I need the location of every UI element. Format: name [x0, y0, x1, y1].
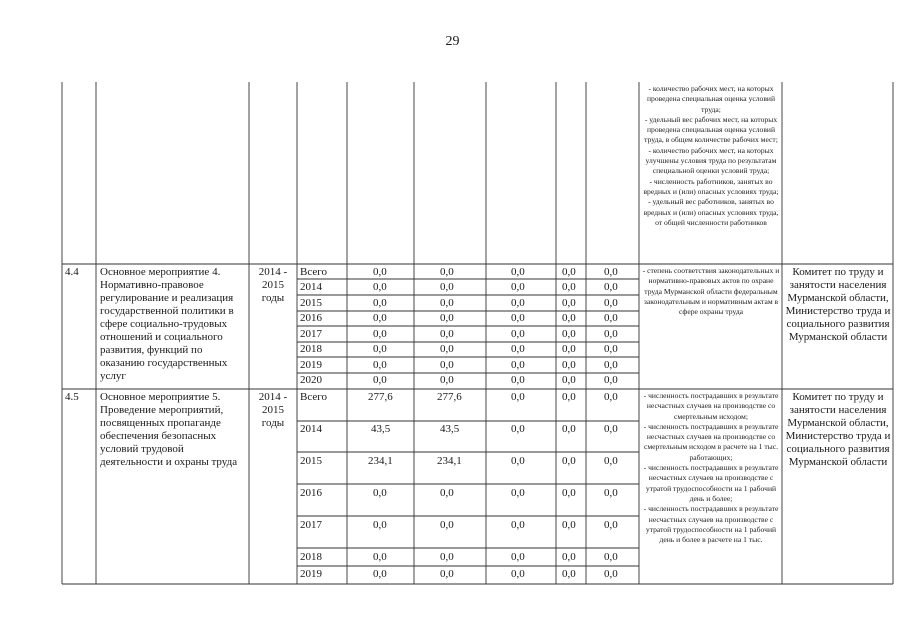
indicator-item: - численность пострадавших в результате несчастных случаев на производстве с утратой трудоспособности на 1 рабочий день и более в расчете на 1 тыс.	[643, 504, 779, 545]
value-cell: 0,0	[373, 312, 387, 324]
value-cell: 0,0	[604, 551, 618, 563]
value-cell: 0,0	[604, 312, 618, 324]
value-cell: 0,0	[604, 359, 618, 371]
value-cell: 0,0	[604, 328, 618, 340]
value-cell: 0,0	[440, 359, 454, 371]
value-cell: 0,0	[604, 266, 618, 278]
value-cell: 0,0	[604, 391, 618, 403]
value-cell: 0,0	[562, 328, 576, 340]
value-cell: 43,5	[371, 423, 391, 435]
value-cell: 0,0	[440, 519, 454, 531]
value-cell: 0,0	[440, 551, 454, 563]
year-label: 2014	[300, 281, 322, 293]
value-cell: 0,0	[604, 297, 618, 309]
indicator-item: - численность пострадавших в результате несчастных случаев на производстве со смертельным исходом;	[643, 391, 779, 421]
year-label: 2017	[300, 328, 322, 340]
indicators-text: - степень соответствия законодательных и нормативно-правовых актов по охране труда Мурманской области федеральным законодательным и нормативным актам в сфере охраны труда	[642, 266, 780, 317]
value-cell: 0,0	[373, 343, 387, 355]
year-label: 2015	[300, 297, 322, 309]
year-label: 2016	[300, 312, 322, 324]
value-cell: 0,0	[440, 568, 454, 580]
value-cell: 0,0	[373, 519, 387, 531]
year-label: 2020	[300, 374, 322, 386]
year-label: Всего	[300, 391, 327, 403]
value-cell: 0,0	[373, 374, 387, 386]
value-cell: 0,0	[440, 374, 454, 386]
value-cell: 0,0	[511, 281, 525, 293]
value-cell: 0,0	[562, 343, 576, 355]
value-cell: 0,0	[373, 281, 387, 293]
year-label: 2019	[300, 568, 322, 580]
year-label: 2017	[300, 519, 322, 531]
period: 2014 - 2015 годы	[258, 266, 288, 304]
indicators-list	[641, 391, 781, 545]
value-cell: 0,0	[604, 568, 618, 580]
year-label: 2018	[300, 343, 322, 355]
page-number: 29	[445, 34, 460, 49]
value-cell: 0,0	[562, 281, 576, 293]
value-cell: 0,0	[373, 328, 387, 340]
value-cell: 0,0	[511, 391, 525, 403]
value-cell: 0,0	[562, 455, 576, 467]
value-cell: 0,0	[373, 297, 387, 309]
value-cell: 0,0	[604, 423, 618, 435]
year-label: 2016	[300, 487, 322, 499]
value-cell: 0,0	[562, 266, 576, 278]
row-number: 4.5	[65, 391, 79, 403]
indicator-item: - удельный вес работников, занятых во вредных и (или) опасных условиях труда, от общей численности работников	[643, 197, 779, 227]
value-cell: 0,0	[373, 359, 387, 371]
value-cell: 0,0	[562, 551, 576, 563]
value-cell: 0,0	[604, 281, 618, 293]
value-cell: 277,6	[437, 391, 462, 403]
value-cell: 0,0	[604, 487, 618, 499]
value-cell: 0,0	[562, 487, 576, 499]
indicator-item: - количество рабочих мест, на которых проведена специальная оценка условий труда;	[646, 84, 776, 114]
value-cell: 0,0	[511, 343, 525, 355]
value-cell: 0,0	[562, 374, 576, 386]
value-cell: 0,0	[440, 328, 454, 340]
value-cell: 0,0	[604, 455, 618, 467]
value-cell: 0,0	[440, 297, 454, 309]
value-cell: 0,0	[604, 343, 618, 355]
indicator-item: - удельный вес рабочих мест, на которых проведена специальная оценка условий труда, в общем количестве рабочих мест;	[644, 114, 778, 145]
value-cell: 0,0	[373, 551, 387, 563]
value-cell: 0,0	[562, 519, 576, 531]
value-cell: 0,0	[511, 312, 525, 324]
year-label: 2019	[300, 359, 322, 371]
value-cell: 0,0	[562, 297, 576, 309]
value-cell: 0,0	[511, 519, 525, 531]
executor-text: Комитет по труду и занятости населения Мурманской области, Министерство труда и социального развития Мурманской области	[785, 266, 891, 343]
indicator-item: - количество рабочих мест, на которых улучшены условия труда по результатам специальной оценки условий труда;	[645, 145, 777, 176]
value-cell: 0,0	[511, 297, 525, 309]
value-cell: 0,0	[511, 568, 525, 580]
period: 2014 - 2015 годы	[258, 391, 288, 429]
value-cell: 0,0	[562, 423, 576, 435]
row-number: 4.4	[65, 266, 79, 278]
activity-name: Основное мероприятие 4. Нормативно-правовое регулирование и реализация государственной политики в сфере социально-трудовых отношений и социального развития, функций по оказанию государственных услуг	[100, 266, 234, 382]
activity-name: Основное мероприятие 5. Проведение мероприятий, посвященных пропаганде обеспечения безопасных условий трудовой деятельности и охраны труда	[100, 391, 238, 468]
value-cell: 0,0	[440, 266, 454, 278]
year-label: 2014	[300, 423, 322, 435]
value-cell: 0,0	[373, 266, 387, 278]
value-cell: 0,0	[440, 343, 454, 355]
value-cell: 0,0	[511, 266, 525, 278]
indicator-item: - численность пострадавших в результате несчастных случаев на производстве со смертельным исходом в расчете на 1 тыс. работающих;	[643, 421, 779, 462]
value-cell: 0,0	[511, 551, 525, 563]
indicator-item: - численность пострадавших в результате несчастных случаев на производстве с утратой трудоспособности на 1 рабочий день и более;	[643, 463, 779, 503]
value-cell: 0,0	[373, 487, 387, 499]
value-cell: 43,5	[440, 423, 460, 435]
value-cell: 0,0	[562, 391, 576, 403]
year-label: 2018	[300, 551, 322, 563]
indicator-item: - численность работников, занятых во вредных и (или) опасных условиях труда;	[643, 176, 779, 196]
value-cell: 0,0	[511, 359, 525, 371]
value-cell: 234,1	[368, 455, 393, 467]
continuation-indicators	[641, 84, 781, 228]
value-cell: 0,0	[440, 312, 454, 324]
value-cell: 234,1	[437, 455, 462, 467]
value-cell: 0,0	[511, 374, 525, 386]
value-cell: 0,0	[511, 487, 525, 499]
value-cell: 0,0	[562, 359, 576, 371]
value-cell: 0,0	[440, 281, 454, 293]
value-cell: 0,0	[562, 312, 576, 324]
value-cell: 0,0	[511, 455, 525, 467]
value-cell: 0,0	[511, 423, 525, 435]
value-cell: 0,0	[373, 568, 387, 580]
value-cell: 0,0	[511, 328, 525, 340]
value-cell: 277,6	[368, 391, 393, 403]
year-label: Всего	[300, 266, 327, 278]
value-cell: 0,0	[562, 568, 576, 580]
value-cell: 0,0	[604, 519, 618, 531]
value-cell: 0,0	[440, 487, 454, 499]
year-label: 2015	[300, 455, 322, 467]
value-cell: 0,0	[604, 374, 618, 386]
executor-text: Комитет по труду и занятости населения Мурманской области, Министерство труда и социального развития Мурманской области	[785, 391, 891, 468]
